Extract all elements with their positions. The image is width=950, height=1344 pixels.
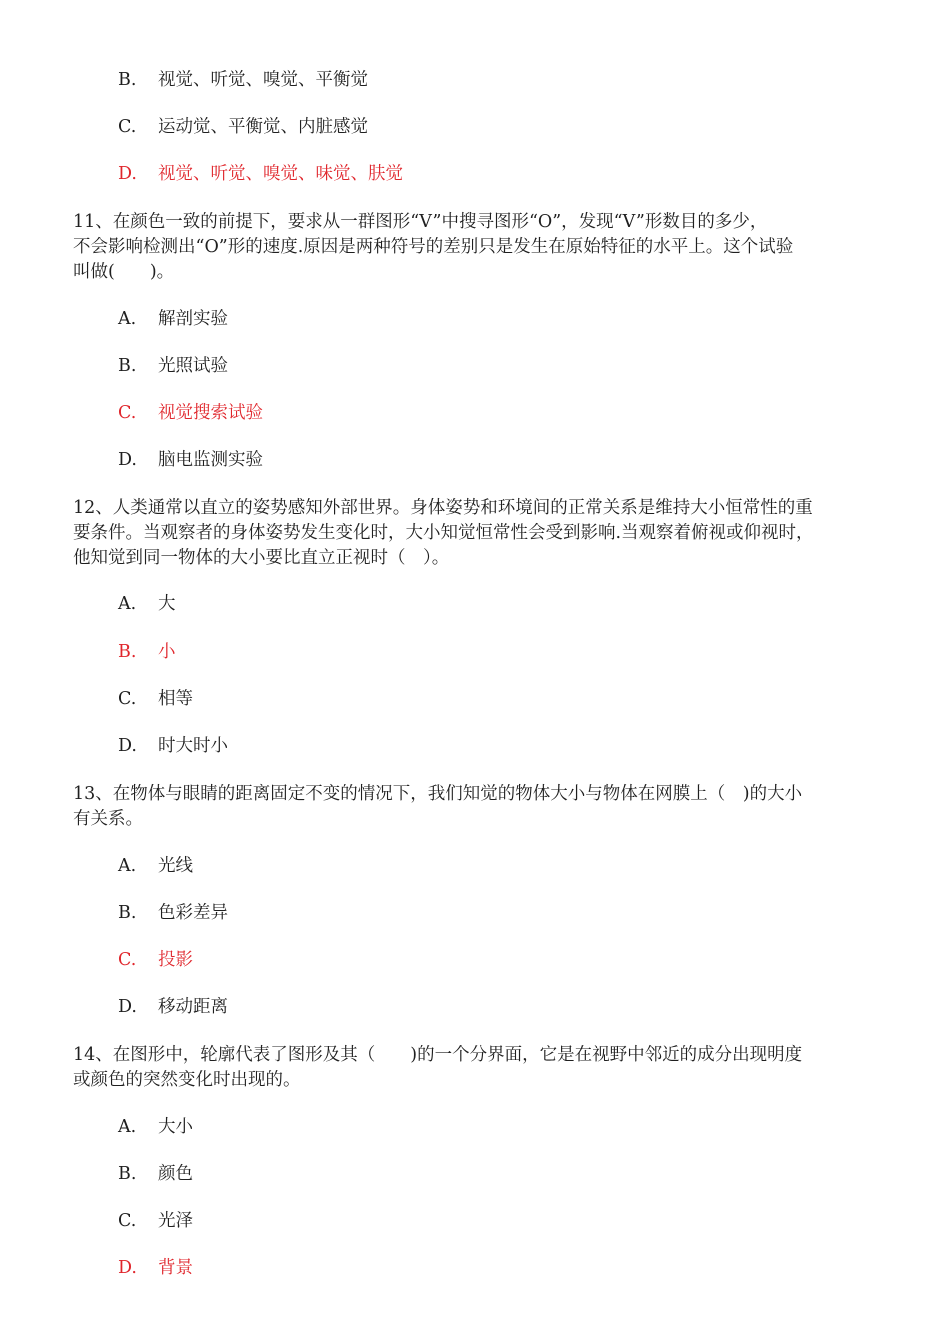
option-text: 光照试验 [158,356,228,376]
question-14-option-d-correct [118,1256,193,1280]
option-text: 小 [158,642,176,662]
option-letter: A. [118,309,137,329]
option-text: 解剖实验 [158,309,228,329]
question-13-stem [73,782,878,832]
stem-line: 12、人类通常以直立的姿势感知外部世界。身体姿势和环境间的正常关系是维持大小恒常性的重 [73,498,813,518]
option-text: 相等 [158,689,193,709]
option-text: 光泽 [158,1211,193,1231]
stem-line: 叫做( )。 [73,262,175,282]
stem-line: 他知觉到同一物体的大小要比直立正视时（ ）。 [73,548,450,568]
question-12-option-b-correct [118,640,176,664]
option-text: 光线 [158,856,193,876]
question-11-option-d [118,448,263,472]
option-text: 投影 [158,950,193,970]
question-14-option-a [118,1115,193,1139]
question-13-option-c-correct [118,948,193,972]
option-text: 颜色 [158,1164,193,1184]
question-13-option-a [118,854,193,878]
question-12-option-a [118,592,176,616]
stem-line: 11、在颜色一致的前提下，要求从一群图形“V”中搜寻图形“O”，发现“V”形数目的多少， [73,212,768,232]
question-12-option-c [118,687,193,711]
option-letter: B. [118,903,137,923]
option-text: 运动觉、平衡觉、内脏感觉 [158,117,368,137]
option-text: 大小 [158,1117,193,1137]
option-letter: D. [118,1258,137,1278]
option-d-correct [118,162,403,186]
option-text: 时大时小 [158,736,228,756]
option-letter: B. [118,70,137,90]
question-14-option-c [118,1209,193,1233]
question-13-option-d [118,995,228,1019]
option-letter: C. [118,950,137,970]
stem-line: 不会影响检测出“O”形的速度.原因是两种符号的差别只是发生在原始特征的水平上。这个试验 [73,237,794,257]
option-letter: A. [118,1117,137,1137]
option-letter: D. [118,997,137,1017]
option-text: 脑电监测实验 [158,450,263,470]
question-11-option-b [118,354,228,378]
question-14-option-b [118,1162,193,1186]
option-text: 视觉、听觉、嗅觉、平衡觉 [158,70,368,90]
option-c [118,115,368,139]
option-text: 大 [158,594,176,614]
option-b [118,68,368,92]
option-text: 视觉搜索试验 [158,403,263,423]
option-text: 视觉、听觉、嗅觉、味觉、肤觉 [158,164,403,184]
option-letter: C. [118,117,137,137]
option-text: 色彩差异 [158,903,228,923]
stem-line: 13、在物体与眼睛的距离固定不变的情况下，我们知觉的物体大小与物体在网膜上（ )的大小 [73,784,803,804]
stem-line: 要条件。当观察者的身体姿势发生变化时，大小知觉恒常性会受到影响.当观察着俯视或仰视时， [73,523,814,543]
option-letter: C. [118,689,137,709]
option-text: 移动距离 [158,997,228,1017]
question-11-option-a [118,307,228,331]
stem-line: 或颜色的突然变化时出现的。 [73,1070,301,1090]
option-letter: D. [118,164,137,184]
question-12-stem [73,496,878,571]
option-letter: C. [118,1211,137,1231]
option-letter: D. [118,736,137,756]
stem-line: 14、在图形中，轮廓代表了图形及其（ )的一个分界面，它是在视野中邻近的成分出现明度 [73,1045,803,1065]
option-letter: A. [118,856,137,876]
option-letter: A. [118,594,137,614]
question-12-option-d [118,734,228,758]
question-14-stem [73,1043,878,1093]
option-text: 背景 [158,1258,193,1278]
question-11-option-c-correct [118,401,263,425]
option-letter: B. [118,1164,137,1184]
option-letter: C. [118,403,137,423]
stem-line: 有关系。 [73,809,143,829]
question-13-option-b [118,901,228,925]
option-letter: D. [118,450,137,470]
option-letter: B. [118,356,137,376]
question-11-stem [73,210,878,285]
option-letter: B. [118,642,137,662]
